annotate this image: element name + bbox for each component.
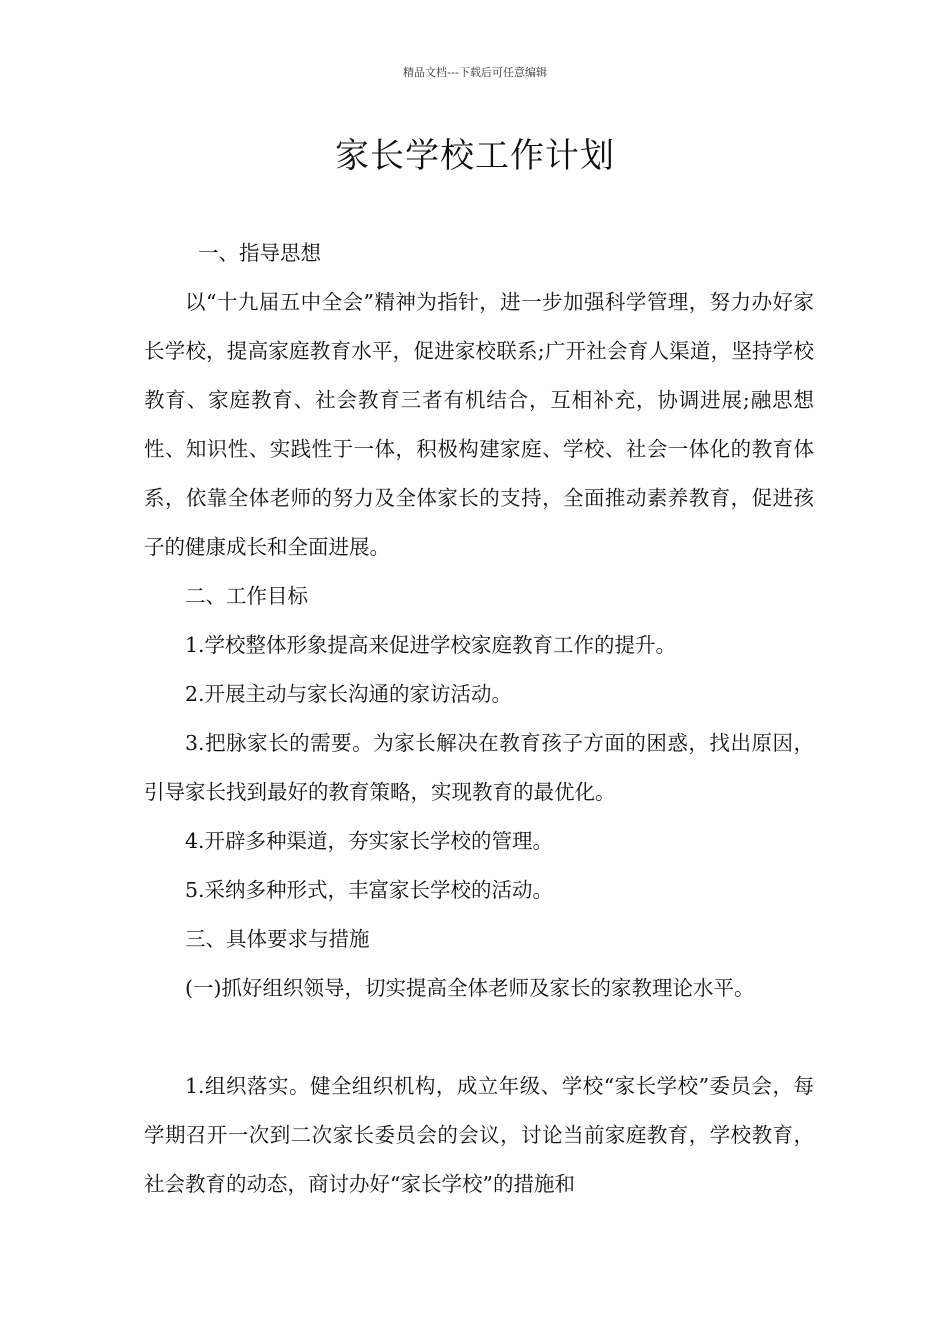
list-item-goal-5: 5.采纳多种形式，丰富家长学校的活动。: [185, 878, 554, 902]
list-item-goal-2: 2.开展主动与家长沟通的家访活动。: [185, 682, 513, 706]
section-heading-work-goals: 二、工作目标: [185, 584, 308, 608]
section-heading-requirements: 三、具体要求与措施: [185, 927, 370, 951]
document-body: [144, 229, 814, 1209]
paragraph-guiding-ideology: 以“十九届五中全会”精神为指针，进一步加强科学管理，努力办好家长学校，提高家庭教育水平，促进家校联系;广开社会育人渠道，坚持学校教育、家庭教育、社会教育三者有机结合，互相补充，协调进展;融思想性、知识性、实践性于一体，积极构建家庭、学校、社会一体化的教育体系，依靠全体老师的努力及全体家长的支持，全面推动素养教育，促进孩子的健康成长和全面进展。: [144, 290, 814, 559]
document-title: 家长学校工作计划: [335, 136, 615, 176]
list-item-goal-4: 4.开辟多种渠道，夯实家长学校的管理。: [185, 829, 554, 853]
header-note: 精品文档---下载后可任意编辑: [403, 66, 547, 79]
subsection-heading-organization: (一)抓好组织领导，切实提高全体老师及家长的家教理论水平。: [185, 976, 755, 1000]
list-item-goal-3: 3.把脉家长的需要。为家长解决在教育孩子方面的困惑，找出原因，引导家长找到最好的教育策略，实现教育的最优化。: [144, 731, 814, 804]
list-item-requirement-1: 1.组织落实。健全组织机构，成立年级、学校“家长学校”委员会，每学期召开一次到二次家长委员会的会议，讨论当前家庭教育，学校教育，社会教育的动态，商讨办好“家长学校”的措施和: [144, 1074, 814, 1196]
section-heading-guiding-ideology: 一、指导思想: [198, 241, 321, 265]
list-item-goal-1: 1.学校整体形象提高来促进学校家庭教育工作的提升。: [185, 633, 677, 657]
blank-line: [144, 1013, 814, 1062]
